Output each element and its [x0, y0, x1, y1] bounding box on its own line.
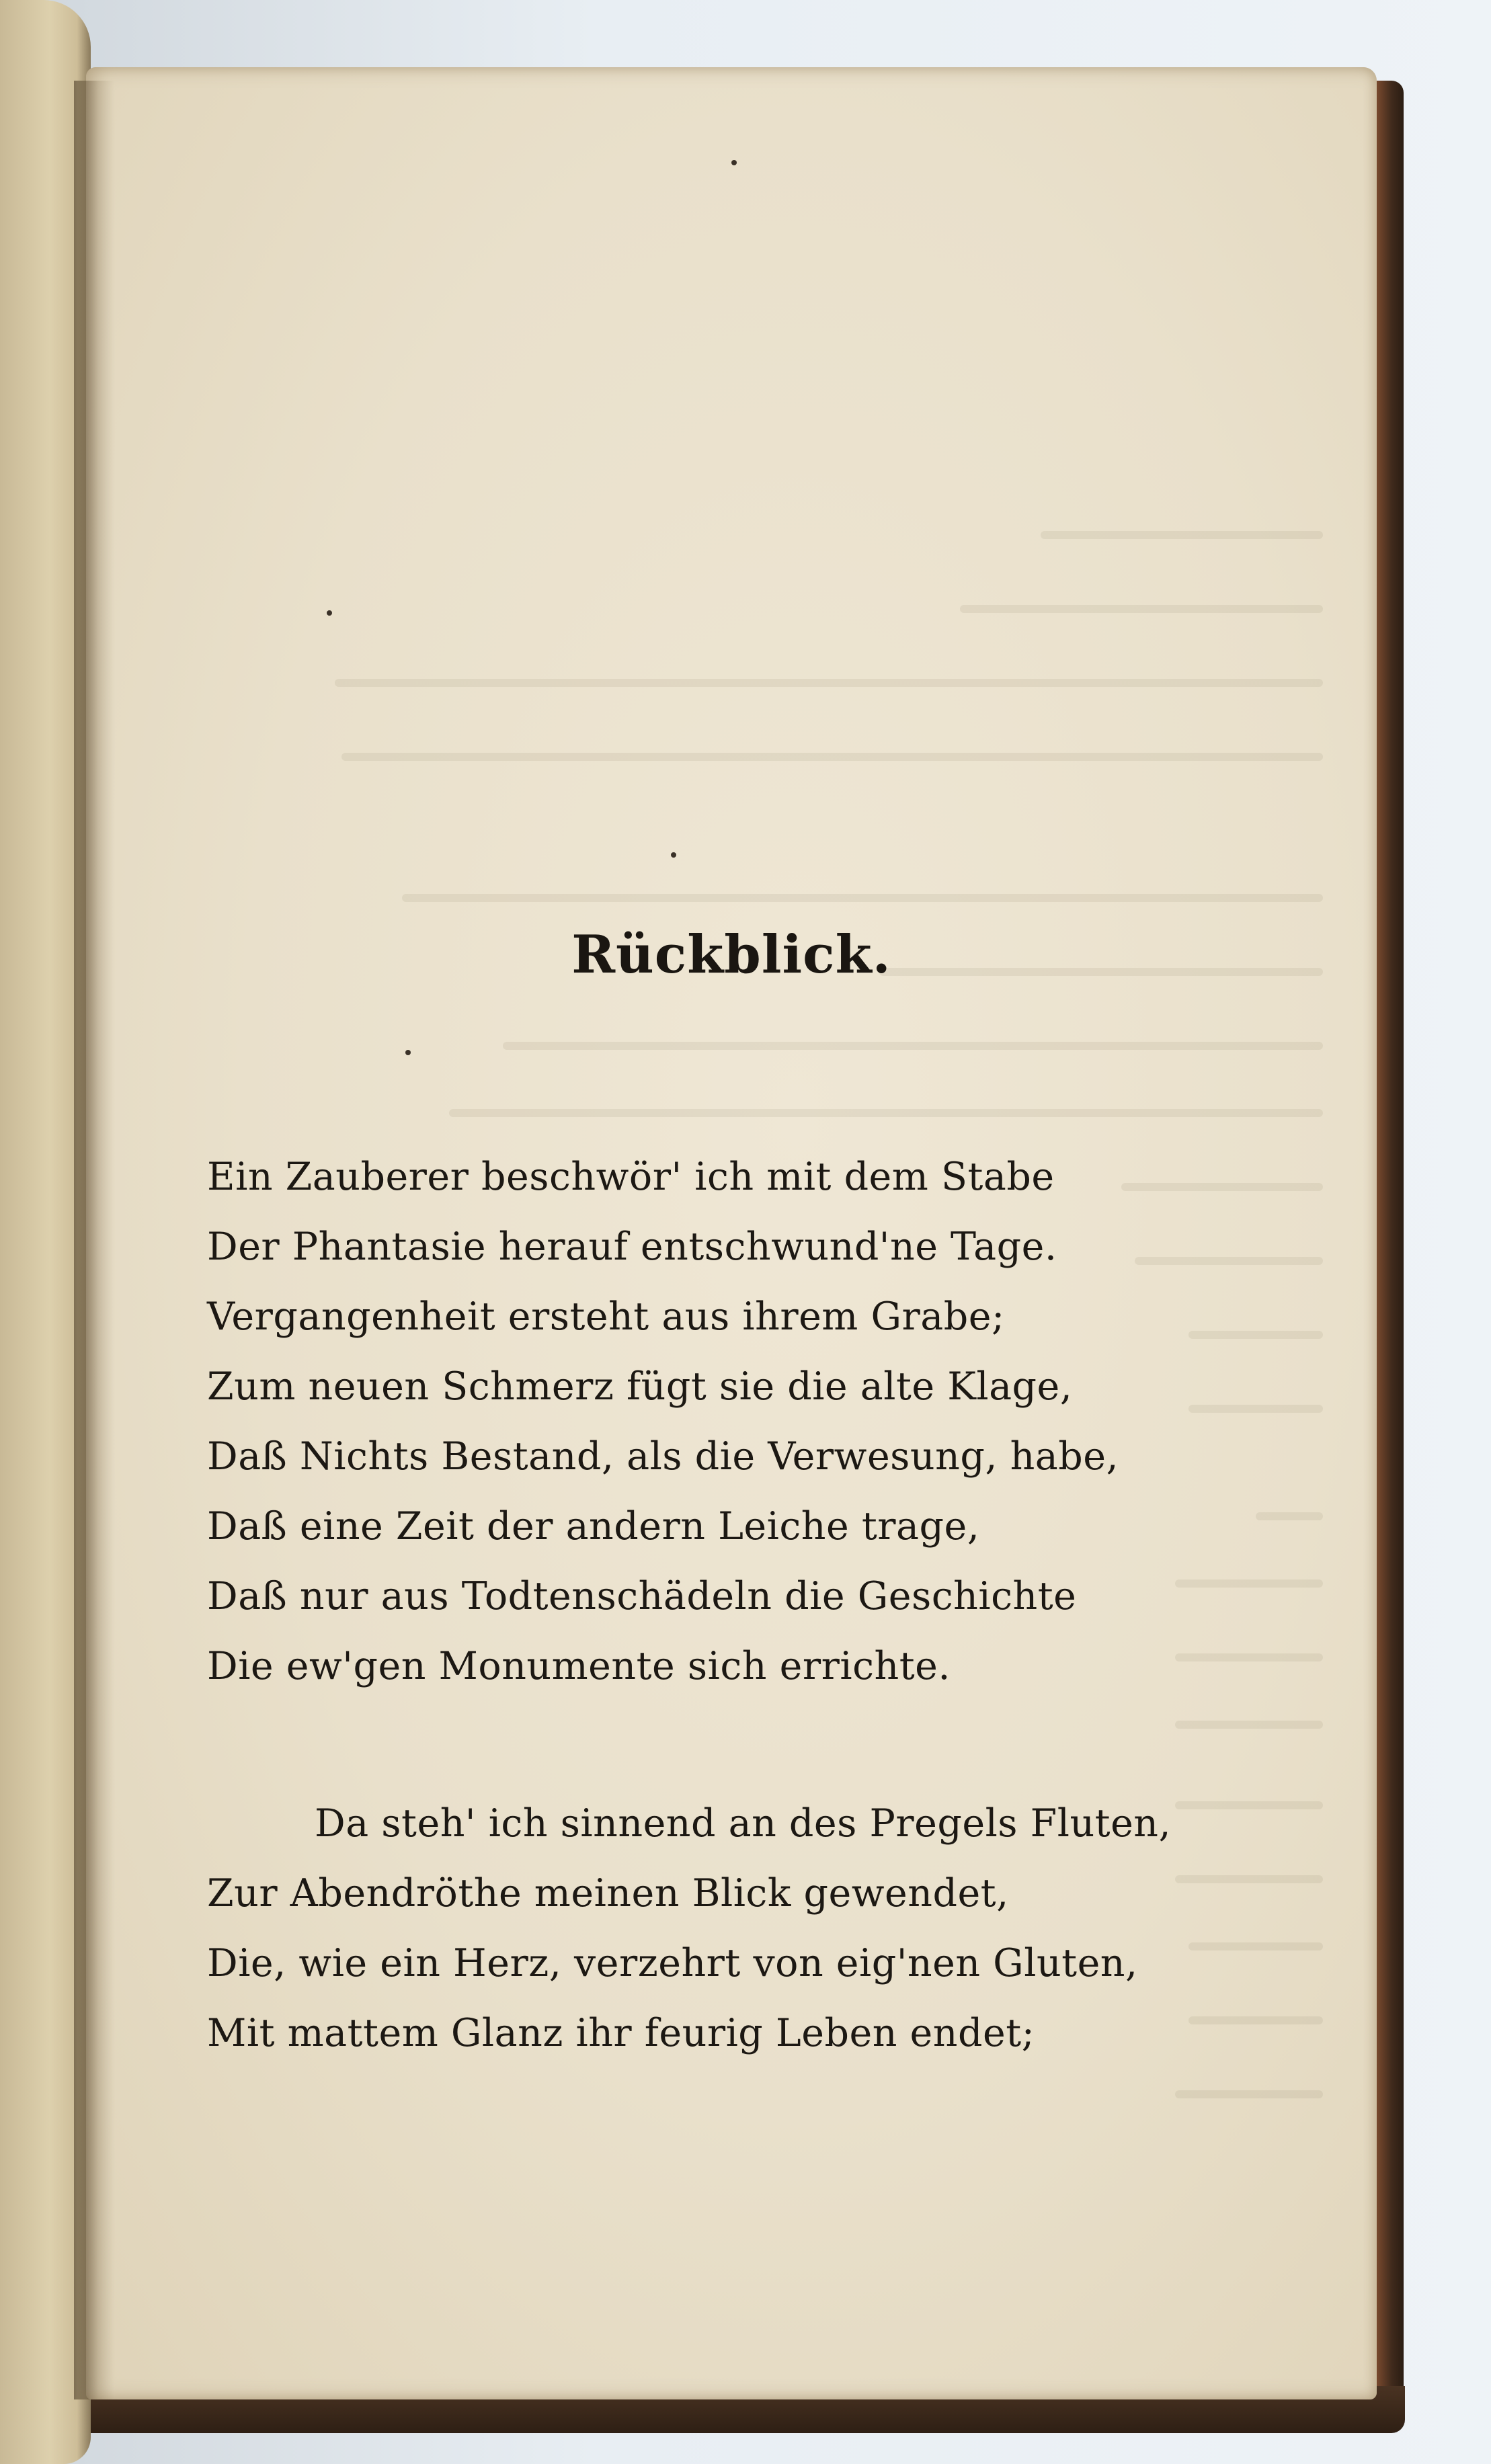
poem-line: Die ew'gen Monumente sich errichte.: [207, 1644, 951, 1688]
gutter-shadow: [74, 81, 114, 2399]
poem-line: Zum neuen Schmerz fügt sie die alte Klage,: [207, 1364, 1073, 1409]
book-page: [86, 67, 1377, 2399]
poem-line: Vergangenheit ersteht aus ihrem Grabe;: [207, 1295, 1005, 1339]
poem-line: Daß eine Zeit der andern Leiche trage,: [207, 1504, 980, 1549]
ink-speck: [405, 1050, 411, 1055]
poem-line: Daß nur aus Todtenschädeln die Geschichte: [207, 1574, 1077, 1618]
poem-line: Der Phantasie herauf entschwund'ne Tage.: [207, 1225, 1057, 1269]
ink-speck: [731, 160, 737, 165]
poem-line: Daß Nichts Bestand, als die Verwesung, habe,: [207, 1434, 1119, 1479]
poem-line: Mit mattem Glanz ihr feurig Leben endet;: [207, 2011, 1035, 2055]
poem-line: Die, wie ein Herz, verzehrt von eig'nen Gluten,: [207, 1941, 1138, 1985]
ink-speck: [671, 852, 676, 858]
poem-line: Da steh' ich sinnend an des Pregels Fluten,: [315, 1801, 1172, 1846]
poem-line: Zur Abendröthe meinen Blick gewendet,: [207, 1871, 1009, 1916]
ink-speck: [327, 610, 332, 616]
poem-title: Rückblick.: [571, 924, 891, 985]
poem-line: Ein Zauberer beschwör' ich mit dem Stabe: [207, 1155, 1055, 1199]
